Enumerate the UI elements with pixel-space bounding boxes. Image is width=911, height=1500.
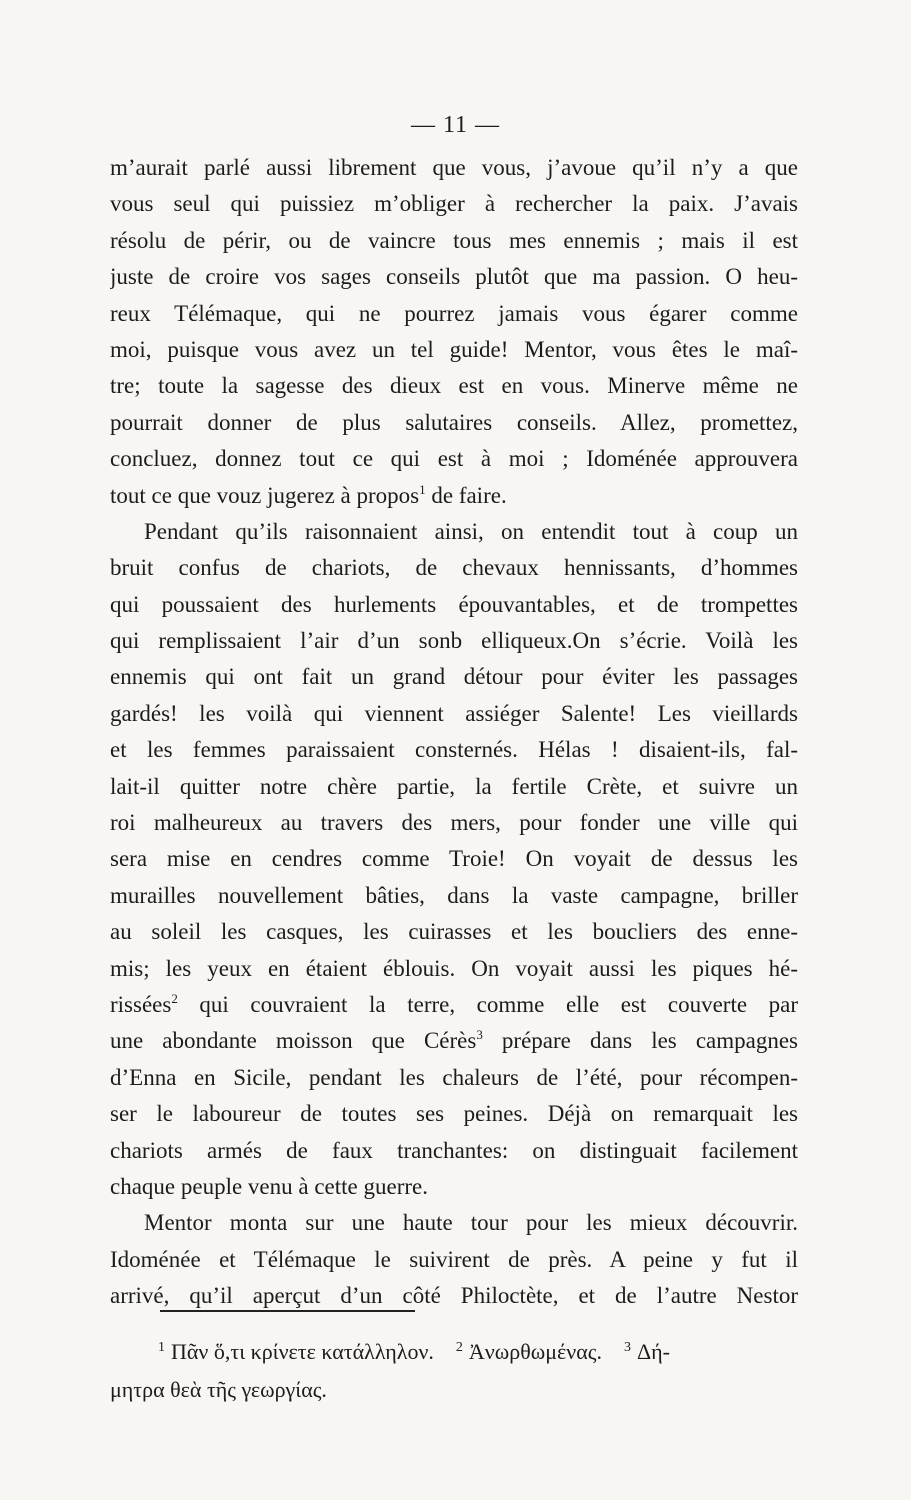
body-text (110, 150, 798, 1315)
text-line (110, 259, 798, 295)
text-line (110, 223, 798, 259)
text-line (110, 1242, 798, 1278)
text-segment: qui remplissaient l’air d’un sonb elliqueux.On s’écrie. Voilà les (110, 628, 798, 654)
text-line (110, 987, 798, 1023)
text-line (110, 514, 798, 550)
text-segment: m’aurait parlé aussi librement que vous, j’avoue qu’il n’y a que (110, 155, 798, 180)
text-segment: et les femmes paraissaient consternés. Hélas ! disaient-ils, fal- (110, 737, 798, 763)
text-segment: roi malheureux au travers des mers, pour fonder une ville qui (110, 810, 798, 836)
text-segment: Idoménée et Télémaque le suivirent de près. A peine y fut il (110, 1246, 798, 1272)
footnote-reference: 2 (171, 990, 178, 1006)
text-segment: chariots armés de faux tranchantes: on distinguait facilement (110, 1137, 798, 1163)
text-line (110, 1169, 798, 1205)
text-segment: pourrait donner de plus salutaires conseils. Allez, promettez, (110, 409, 798, 435)
text-line (110, 951, 798, 987)
text-line (110, 1023, 798, 1059)
text-line (110, 332, 798, 368)
text-line (110, 659, 798, 695)
text-segment: sera mise en cendres comme Troie! On voyait de dessus les (110, 846, 798, 872)
text-segment: tout ce que vouz jugerez à propos (110, 482, 420, 508)
text-line (110, 914, 798, 950)
text-segment: une abondante moisson que Cérès (110, 1028, 477, 1054)
text-line (110, 769, 798, 805)
text-segment: résolu de périr, ou de vaincre tous mes ennemis ; mais il est (110, 227, 798, 253)
text-line (110, 296, 798, 332)
text-line (110, 405, 798, 441)
text-line (110, 150, 798, 186)
text-line (110, 841, 798, 877)
text-segment: vous seul qui puissiez m’obliger à rechercher la paix. J’avais (110, 191, 798, 217)
text-line (110, 696, 798, 732)
text-segment: ennemis qui ont fait un grand détour pour éviter les passages (110, 664, 798, 690)
text-segment: Mentor monta sur une haute tour pour les mieux découvrir. (144, 1210, 798, 1236)
text-line (110, 1133, 798, 1169)
text-segment: tre; toute la sagesse des dieux est en vous. Minerve même ne (110, 373, 798, 399)
text-line (110, 878, 798, 914)
page-number: — 11 — (410, 112, 501, 138)
footnote-separator (160, 1310, 415, 1312)
text-line (110, 441, 798, 477)
text-line (110, 478, 798, 514)
text-segment: juste de croire vos sages conseils plutôt que ma passion. O heu- (110, 264, 798, 290)
text-segment: ser le laboureur de toutes ses peines. Déjà on remarquait les (110, 1101, 798, 1127)
text-line (110, 1205, 798, 1241)
text-segment: murailles nouvellement bâties, dans la vaste campagne, briller (110, 882, 798, 908)
text-segment: prépare dans les campagnes (482, 1028, 798, 1054)
footnote-marker: 3 (623, 1340, 631, 1355)
footnote-reference: 1 (419, 481, 426, 497)
text-segment: mis; les yeux en étaient éblouis. On voyait aussi les piques hé- (110, 955, 798, 981)
text-segment: concluez, donnez tout ce qui est à moi ; Idoménée approuvera (110, 446, 798, 472)
text-segment: lait-il quitter notre chère partie, la fertile Crète, et suivre un (110, 773, 798, 799)
footnote-marker: 2 (455, 1340, 463, 1355)
text-segment: au soleil les casques, les cuirasses et les boucliers des enne- (110, 919, 798, 945)
text-segment: chaque peuple venu à cette guerre. (110, 1173, 428, 1199)
text-line (110, 1096, 798, 1132)
text-segment: Pendant qu’ils raisonnaient ainsi, on entendit tout à coup un (144, 518, 798, 544)
footnote-text: Δή- (636, 1339, 670, 1364)
text-segment: moi, puisque vous avez un tel guide! Mentor, vous êtes le maî- (110, 336, 798, 362)
footnotes (110, 1333, 798, 1409)
text-line (110, 732, 798, 768)
text-line (110, 587, 798, 623)
text-segment: d’Enna en Sicile, pendant les chaleurs de l’été, pour récompen- (110, 1064, 798, 1090)
text-line (110, 805, 798, 841)
text-line (110, 1060, 798, 1096)
text-segment: qui poussaient des hurlements épouvantables, et de trompettes (110, 591, 798, 617)
text-line (110, 186, 798, 222)
text-segment: de faire. (425, 482, 507, 508)
text-segment: gardés! les voilà qui viennent assiéger Salente! Les vieillards (110, 700, 798, 726)
footnote-text: Πᾶν ὅ,τι κρίνετε κατάλληλον. (171, 1339, 434, 1364)
text-segment: reux Télémaque, qui ne pourrez jamais vous égarer comme (110, 300, 798, 326)
text-segment: bruit confus de chariots, de chevaux hennissants, d’hommes (110, 555, 798, 581)
footnote-line: μητρα θεὰ τῆς γεωργίας. (110, 1377, 327, 1402)
footnote-text: Ἀνωρθωμένας. (468, 1339, 602, 1364)
text-line (110, 623, 798, 659)
text-line (110, 368, 798, 404)
text-segment: arrivé, qu’il aperçut d’un côté Philoctète, et de l’autre Nestor (110, 1283, 798, 1309)
footnote-marker: 1 (158, 1340, 165, 1355)
text-segment: qui couvraient la terre, comme elle est couverte par (177, 991, 798, 1017)
text-segment: rissées (110, 991, 172, 1017)
footnote-line (110, 1333, 798, 1371)
text-line (110, 550, 798, 586)
footnote-reference: 3 (476, 1027, 483, 1043)
